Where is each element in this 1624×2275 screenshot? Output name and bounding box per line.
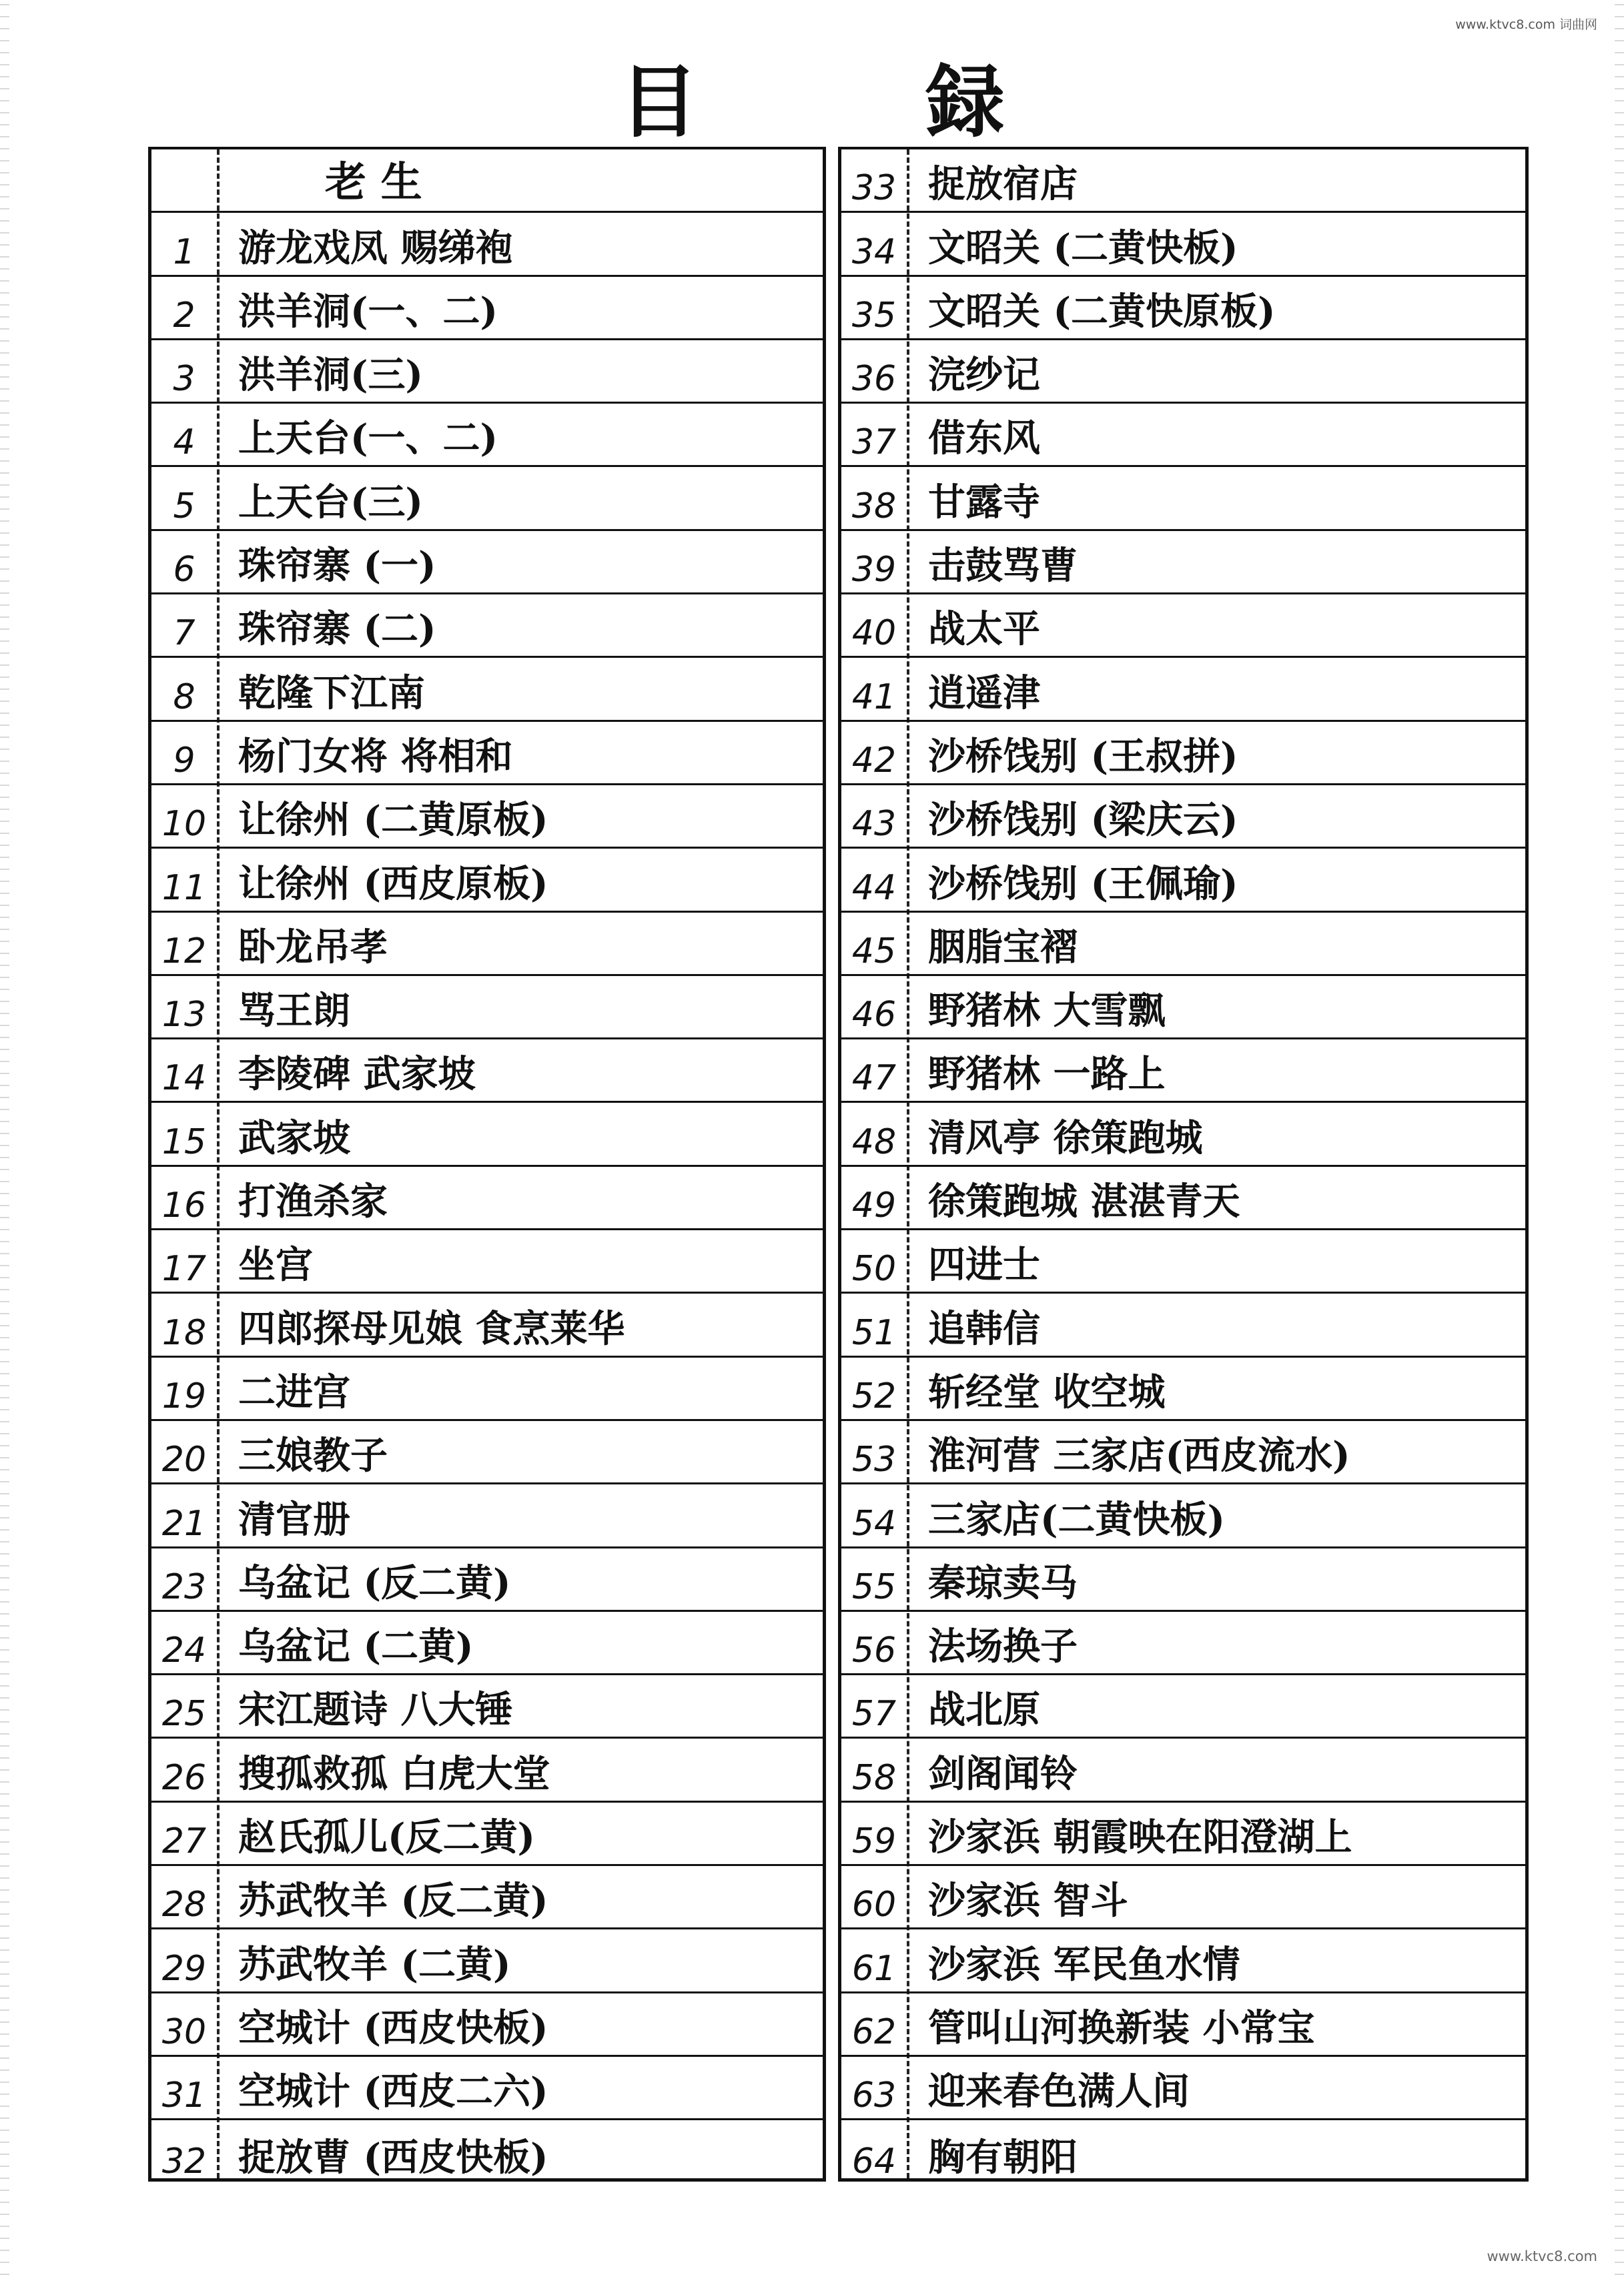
- toc-table-right: [838, 147, 1529, 2182]
- entry-number: 20: [161, 1440, 207, 1480]
- entry-title: 二进宫: [238, 1370, 350, 1414]
- entry-number: 61: [851, 1948, 897, 1989]
- entry-title: 上天台(一、二): [238, 416, 498, 461]
- table-row: [151, 1612, 823, 1675]
- entry-title: 文昭关 (二黄快板): [928, 225, 1238, 270]
- entry-title: 战北原: [928, 1688, 1040, 1733]
- table-row: [841, 1358, 1525, 1421]
- entry-title: 沙家浜 军民鱼水情: [928, 1942, 1240, 1987]
- entry-title: 三娘教子: [238, 1434, 388, 1478]
- entry-number: 10: [161, 804, 207, 845]
- table-row: [841, 531, 1525, 594]
- entry-number: 64: [851, 2141, 897, 2182]
- entry-title: 武家坡: [238, 1115, 350, 1160]
- table-row: [841, 658, 1525, 721]
- page-title: 目 録: [619, 55, 1105, 148]
- toc-table-left: [148, 147, 826, 2182]
- entry-title: 乌盆记 (二黄): [238, 1625, 474, 1669]
- entry-title: 苏武牧羊 (二黄): [238, 1942, 511, 1987]
- table-row: [841, 1421, 1525, 1484]
- table-row: [151, 1548, 823, 1612]
- entry-number: 16: [161, 1186, 207, 1226]
- table-header-row: [151, 149, 823, 213]
- table-row: [841, 1039, 1525, 1103]
- entry-title: 骂王朗: [238, 989, 350, 1033]
- entry-title: 沙桥饯别 (梁庆云): [928, 798, 1238, 843]
- entry-number: 52: [851, 1376, 897, 1416]
- table-row: [151, 1230, 823, 1294]
- entry-title: 让徐州 (西皮原板): [238, 861, 548, 906]
- entry-number: 28: [161, 1885, 207, 1925]
- entry-number: 29: [161, 1948, 207, 1989]
- table-row: [151, 658, 823, 721]
- entry-number: 1: [173, 232, 195, 272]
- section-heading: 老 生: [325, 157, 422, 207]
- entry-title: 李陵碑 武家坡: [238, 1052, 476, 1097]
- entry-number: 3: [173, 359, 195, 400]
- table-row: [841, 2057, 1525, 2120]
- entry-number: 38: [851, 486, 897, 526]
- table-row: [151, 1866, 823, 1929]
- entry-title: 搜孤救孤 白虎大堂: [238, 1751, 550, 1796]
- table-row: [841, 913, 1525, 976]
- entry-number: 37: [851, 422, 897, 463]
- table-row: [151, 2120, 823, 2184]
- entry-title: 杨门女将 将相和: [238, 734, 513, 779]
- entry-title: 四进士: [928, 1243, 1040, 1288]
- entry-title: 战太平: [928, 607, 1040, 652]
- table-row: [841, 1739, 1525, 1803]
- entry-number: 30: [161, 2011, 207, 2052]
- entry-title: 三家店(二黄快板): [928, 1497, 1225, 1542]
- entry-number: 53: [851, 1440, 897, 1480]
- entry-title: 苏武牧羊 (反二黄): [238, 1879, 548, 1923]
- table-row: [151, 976, 823, 1039]
- entry-number: 40: [851, 613, 897, 654]
- table-row: [841, 468, 1525, 531]
- entry-title: 捉放宿店: [928, 162, 1078, 207]
- entry-number: 35: [851, 295, 897, 336]
- entry-title: 甘露寺: [928, 480, 1040, 524]
- entry-title: 上天台(三): [238, 480, 423, 524]
- table-row: [841, 1167, 1525, 1230]
- entry-title: 四郎探母见娘 食烹莱华: [238, 1306, 625, 1351]
- table-row: [841, 1866, 1525, 1929]
- table-row: [151, 340, 823, 404]
- table-row: [841, 849, 1525, 912]
- entry-title: 法场换子: [928, 1625, 1078, 1669]
- entry-title: 空城计 (西皮快板): [238, 2005, 548, 2050]
- entry-title: 空城计 (西皮二六): [238, 2070, 548, 2114]
- entry-title: 徐策跑城 湛湛青天: [928, 1180, 1240, 1224]
- entry-number: 19: [161, 1376, 207, 1416]
- entry-title: 乾隆下江南: [238, 670, 425, 715]
- entry-number: 4: [173, 422, 195, 463]
- table-row: [841, 1612, 1525, 1675]
- entry-title: 击鼓骂曹: [928, 544, 1078, 588]
- entry-title: 胭脂宝褶: [928, 925, 1078, 969]
- entry-number: 11: [161, 867, 207, 908]
- entry-number: 33: [851, 168, 897, 209]
- table-row: [841, 1548, 1525, 1612]
- entry-number: 39: [851, 550, 897, 590]
- entry-number: 27: [161, 1821, 207, 1862]
- table-row: [151, 1167, 823, 1230]
- entry-number: 46: [851, 995, 897, 1035]
- entry-title: 沙桥饯别 (王佩瑜): [928, 861, 1238, 906]
- entry-number: 48: [851, 1121, 897, 1162]
- table-row: [151, 594, 823, 658]
- table-row: [841, 277, 1525, 340]
- entry-title: 野猪林 一路上: [928, 1052, 1166, 1097]
- table-row: [151, 468, 823, 531]
- table-row: [841, 149, 1525, 213]
- entry-number: 42: [851, 740, 897, 781]
- entry-number: 59: [851, 1821, 897, 1862]
- entry-number: 24: [161, 1631, 207, 1671]
- entry-number: 41: [851, 676, 897, 717]
- entry-number: 57: [851, 1694, 897, 1735]
- table-row: [841, 1103, 1525, 1167]
- table-row: [151, 785, 823, 849]
- entry-number: 62: [851, 2011, 897, 2052]
- entry-title: 借东风: [928, 416, 1040, 461]
- entry-number: 15: [161, 1121, 207, 1162]
- entry-number: 2: [173, 295, 195, 336]
- table-row: [841, 722, 1525, 785]
- table-row: [151, 1929, 823, 1993]
- entry-number: 21: [161, 1503, 207, 1544]
- entry-number: 14: [161, 1058, 207, 1099]
- table-row: [151, 1484, 823, 1548]
- entry-number: 6: [173, 550, 195, 590]
- entry-title: 游龙戏凤 赐绨袍: [238, 225, 513, 270]
- table-row: [151, 1039, 823, 1103]
- table-row: [151, 1358, 823, 1421]
- entry-number: 49: [851, 1186, 897, 1226]
- entry-title: 文昭关 (二黄快原板): [928, 289, 1276, 334]
- table-row: [151, 913, 823, 976]
- table-row: [841, 1929, 1525, 1993]
- entry-number: 55: [851, 1566, 897, 1607]
- table-row: [841, 785, 1525, 849]
- table-row: [151, 277, 823, 340]
- table-row: [841, 594, 1525, 658]
- entry-title: 打渔杀家: [238, 1180, 388, 1224]
- entry-title: 洪羊洞(三): [238, 353, 423, 398]
- entry-number: 17: [161, 1249, 207, 1290]
- table-row: [151, 404, 823, 467]
- entry-number: 45: [851, 931, 897, 971]
- entry-number: 58: [851, 1757, 897, 1798]
- table-row: [151, 1421, 823, 1484]
- entry-number: 9: [173, 740, 195, 781]
- entry-title: 逍遥津: [928, 670, 1040, 715]
- entry-number: 56: [851, 1631, 897, 1671]
- table-row: [151, 1294, 823, 1357]
- table-row: [151, 1103, 823, 1167]
- table-row: [151, 2057, 823, 2120]
- table-row: [841, 1484, 1525, 1548]
- watermark-top: www.ktvc8.com 词曲网: [1455, 17, 1597, 32]
- entry-number: 36: [851, 359, 897, 400]
- entry-title: 管叫山河换新装 小常宝: [928, 2005, 1315, 2050]
- entry-number: 18: [161, 1312, 207, 1353]
- table-row: [841, 1675, 1525, 1739]
- entry-number: 13: [161, 995, 207, 1035]
- entry-number: 23: [161, 1566, 207, 1607]
- table-row: [841, 340, 1525, 404]
- entry-number: 8: [173, 676, 195, 717]
- entry-title: 迎来春色满人间: [928, 2070, 1190, 2114]
- table-row: [151, 722, 823, 785]
- table-row: [151, 1993, 823, 2057]
- entry-title: 宋江题诗 八大锤: [238, 1688, 513, 1733]
- entry-title: 洪羊洞(一、二): [238, 289, 498, 334]
- table-row: [841, 1803, 1525, 1866]
- entry-number: 50: [851, 1249, 897, 1290]
- table-row: [841, 1230, 1525, 1294]
- entry-number: 47: [851, 1058, 897, 1099]
- entry-title: 秦琼卖马: [928, 1560, 1078, 1605]
- entry-title: 赵氏孤儿(反二黄): [238, 1815, 535, 1860]
- entry-title: 捉放曹 (西皮快板): [238, 2135, 548, 2180]
- entry-title: 剑阁闻铃: [928, 1751, 1078, 1796]
- table-row: [841, 404, 1525, 467]
- entry-number: 43: [851, 804, 897, 845]
- table-row: [841, 1294, 1525, 1357]
- entry-number: 32: [161, 2141, 207, 2182]
- entry-title: 追韩信: [928, 1306, 1040, 1351]
- table-row: [841, 213, 1525, 276]
- entry-number: 25: [161, 1694, 207, 1735]
- entry-title: 让徐州 (二黄原板): [238, 798, 548, 843]
- entry-number: 63: [851, 2076, 897, 2116]
- entry-title: 卧龙吊孝: [238, 925, 388, 969]
- page-edge-left: [0, 0, 9, 2275]
- entry-number: 12: [161, 931, 207, 971]
- entry-title: 清官册: [238, 1497, 350, 1542]
- table-row: [151, 1675, 823, 1739]
- entry-title: 淮河营 三家店(西皮流水): [928, 1434, 1350, 1478]
- entry-number: 44: [851, 867, 897, 908]
- entry-title: 沙家浜 朝霞映在阳澄湖上: [928, 1815, 1352, 1860]
- entry-number: 60: [851, 1885, 897, 1925]
- entry-number: 54: [851, 1503, 897, 1544]
- table-row: [151, 1803, 823, 1866]
- entry-title: 珠帘寨 (一): [238, 544, 436, 588]
- table-row: [151, 1739, 823, 1803]
- entry-title: 沙家浜 智斗: [928, 1879, 1128, 1923]
- entry-title: 胸有朝阳: [928, 2135, 1078, 2180]
- entry-number: 5: [173, 486, 195, 526]
- page-edge-right: [1615, 0, 1624, 2275]
- table-row: [841, 1993, 1525, 2057]
- entry-title: 坐宫: [238, 1243, 313, 1288]
- table-row: [151, 213, 823, 276]
- entry-number: 7: [173, 613, 195, 654]
- entry-title: 沙桥饯别 (王叔拼): [928, 734, 1238, 779]
- watermark-bottom: www.ktvc8.com: [1487, 2248, 1597, 2264]
- entry-title: 斩经堂 收空城: [928, 1370, 1166, 1414]
- entry-number: 26: [161, 1757, 207, 1798]
- entry-title: 珠帘寨 (二): [238, 607, 436, 652]
- entry-title: 乌盆记 (反二黄): [238, 1560, 511, 1605]
- entry-number: 31: [161, 2076, 207, 2116]
- table-row: [151, 531, 823, 594]
- table-row: [841, 2120, 1525, 2184]
- entry-number: 51: [851, 1312, 897, 1353]
- table-row: [841, 976, 1525, 1039]
- entry-title: 野猪林 大雪飘: [928, 989, 1166, 1033]
- table-row: [151, 849, 823, 912]
- entry-title: 清风亭 徐策跑城: [928, 1115, 1203, 1160]
- entry-title: 浣纱记: [928, 353, 1040, 398]
- entry-number: 34: [851, 232, 897, 272]
